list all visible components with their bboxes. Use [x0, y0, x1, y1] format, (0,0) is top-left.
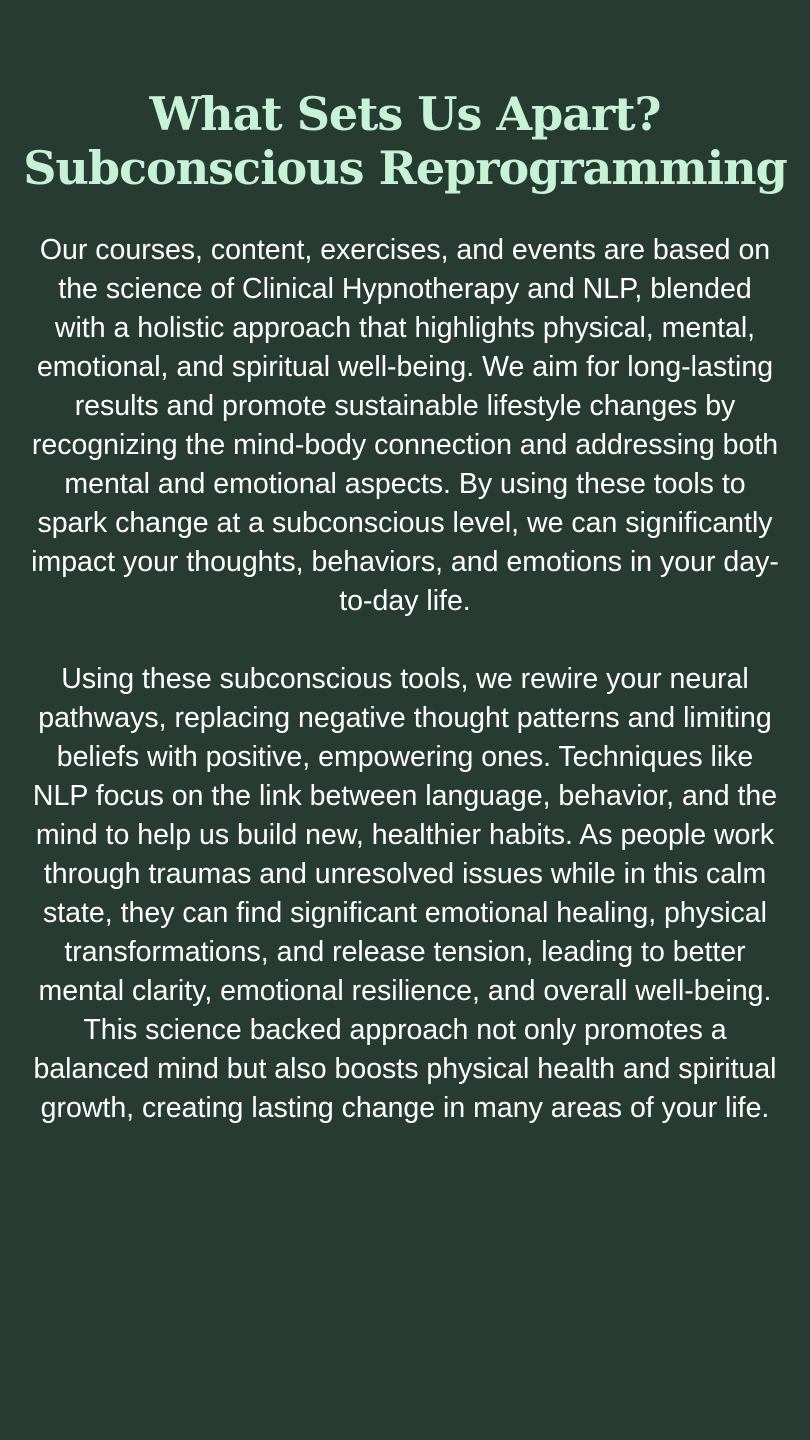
title-line-2: Subconscious Reprogramming — [23, 141, 787, 195]
paragraph-tools: Using these subconscious tools, we rewire your neural pathways, replacing negative thought patterns and limiting beliefs with positive, empowering ones. Techniques like NLP focus on the link between language, behavior, and the mind to help us build new, healthier habits. As people work through traumas and unresolved issues while in this calm state, they can find significant emotional healing, physical transformations, and release tension, leading to better mental clarity, emotional resilience, and overall well-being. This science backed approach not only promotes a balanced mind but also boosts physical health and spiritual growth, creating lasting change in many areas of your life. — [32, 663, 778, 1124]
page-title — [15, 87, 795, 195]
title-line-1: What Sets Us Apart? — [149, 87, 661, 141]
body-text — [30, 231, 780, 1128]
paragraph-intro: Our courses, content, exercises, and events are based on the science of Clinical Hypnotherapy and NLP, blended with a holistic approach that highlights physical, mental, emotional, and spiritual well-being. We aim for long-lasting results and promote sustainable lifestyle changes by recognizing the mind-body connection and addressing both mental and emotional aspects. By using these tools to spark change at a subconscious level, we can significantly impact your thoughts, behaviors, and emotions in your day-to-day life. — [31, 234, 779, 617]
